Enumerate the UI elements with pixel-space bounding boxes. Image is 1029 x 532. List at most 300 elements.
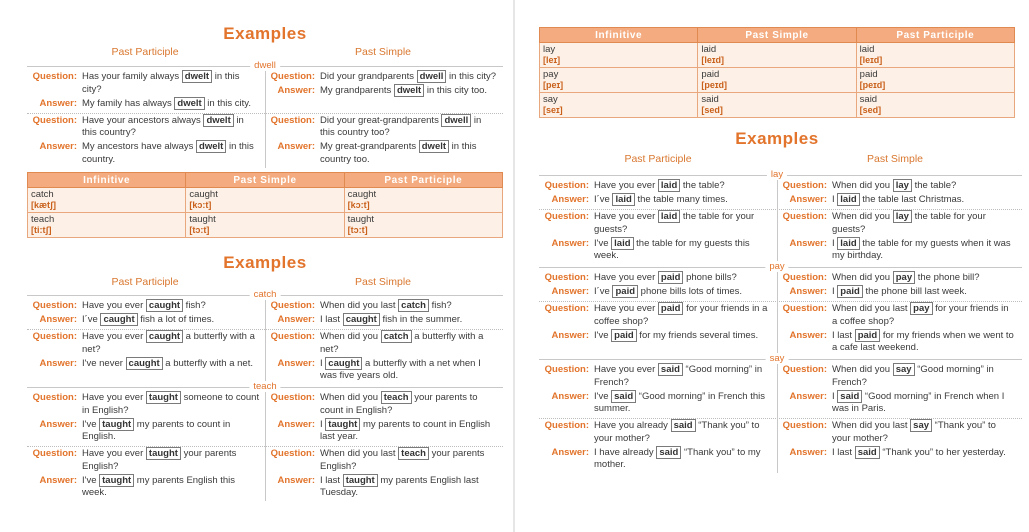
qa-label: Answer:: [789, 446, 827, 458]
text-part: I last: [832, 446, 855, 458]
text-part: “Thank you” to your mother?: [832, 420, 996, 444]
qa-text: [594, 330, 777, 343]
text-part: When did you last: [320, 300, 399, 311]
qa-label: Question:: [782, 420, 827, 431]
text-part: the phone bill?: [915, 272, 980, 283]
qa-text: [832, 364, 1015, 389]
section-label: pay: [765, 261, 788, 273]
verb-box: taught: [325, 418, 360, 431]
qa-label: Answer:: [39, 141, 77, 152]
verb-box: teach: [381, 391, 412, 404]
qa-text: [594, 180, 777, 193]
verb-box: said: [656, 446, 681, 459]
verb-form: laid: [859, 44, 875, 55]
qa-text: [594, 211, 777, 236]
qa-label: Answer:: [277, 474, 315, 486]
qa-text: [320, 300, 498, 313]
text-part: a butterfly with a net when I was five years old.: [320, 357, 481, 381]
section-divider: [539, 261, 1022, 272]
verb-form: say: [543, 94, 558, 105]
verb-box: laid: [837, 193, 859, 206]
right-page: [515, 0, 1029, 532]
text-part: for my friends several times.: [636, 329, 759, 341]
table-header-row: [540, 28, 1015, 43]
text-part: Have you ever: [594, 211, 658, 222]
qa-text: [320, 141, 498, 166]
text-part: my parents to count in English last year.: [320, 418, 491, 442]
text-part: I last: [320, 314, 343, 325]
column-heading-past-simple: Past Simple: [866, 153, 924, 165]
verb-box: catch: [381, 330, 412, 343]
text-part: in this city?: [446, 71, 497, 82]
text-part: I've never: [82, 357, 126, 369]
table-cell: [186, 213, 344, 238]
text-part: the table for my guests this week.: [594, 237, 750, 261]
qa-text: [594, 238, 777, 263]
text-part: a butterfly with a net?: [320, 331, 484, 355]
text-part: fish?: [428, 300, 452, 311]
table-header: Past Simple: [186, 173, 344, 188]
pronunciation: [peɪd]: [859, 80, 886, 90]
qa-label: Question:: [782, 272, 827, 283]
qa-text: [82, 314, 260, 327]
table-cell: [856, 43, 1014, 68]
section-label: catch: [250, 289, 281, 301]
qa-text: [320, 314, 498, 327]
verb-form: taught: [347, 214, 375, 225]
verb-form: said: [701, 94, 719, 105]
verb-box: dwelt: [174, 97, 204, 110]
verb-form: catch: [31, 189, 54, 200]
text-part: I've: [82, 418, 100, 430]
qa-label: Question:: [32, 448, 77, 459]
table-cell: [186, 188, 344, 213]
text-part: My grandparents: [320, 85, 394, 96]
text-part: I've: [82, 474, 100, 486]
qa-text: [594, 286, 777, 299]
text-part: the table?: [911, 180, 957, 191]
verb-box: said: [611, 390, 636, 403]
table-cell: [540, 68, 698, 93]
text-part: Have you ever: [82, 331, 146, 342]
text-part: for your friends in a coffee shop?: [594, 303, 768, 327]
row-separator: [539, 209, 1022, 210]
qa-text: [320, 475, 498, 500]
text-part: I: [320, 357, 326, 369]
pronunciation: [peɪ]: [543, 80, 564, 90]
verb-box: said: [658, 363, 683, 376]
verb-box: caught: [146, 330, 183, 343]
qa-text: [832, 330, 1015, 355]
table-header: Past Simple: [698, 28, 856, 43]
section-label: lay: [767, 169, 787, 181]
text-part: in this country too.: [320, 141, 477, 165]
text-part: “Good morning” in French?: [832, 364, 994, 388]
text-part: Did your grandparents: [320, 71, 417, 82]
qa-label: Question:: [544, 420, 589, 431]
pronunciation: [leɪ]: [543, 55, 561, 65]
qa-label: Answer:: [277, 314, 315, 325]
verb-box: dwelt: [196, 140, 226, 153]
qa-text: [832, 391, 1015, 416]
verb-box: dwell: [417, 70, 447, 83]
text-part: Have you ever: [82, 300, 146, 311]
text-part: When did you: [832, 272, 893, 283]
qa-label: Answer:: [551, 329, 589, 341]
text-part: your parents to count in English?: [320, 392, 478, 416]
verb-table: [27, 172, 503, 238]
table-cell: [856, 68, 1014, 93]
verb-table: [539, 27, 1015, 118]
qa-text: [594, 391, 777, 416]
text-part: I´ve: [82, 314, 101, 325]
qa-text: [320, 448, 498, 473]
verb-form: teach: [31, 214, 55, 225]
table-header: Past Participle: [856, 28, 1014, 43]
verb-box: paid: [837, 285, 863, 298]
text-part: phone bills?: [683, 272, 737, 283]
verb-box: lay: [893, 210, 912, 223]
qa-text: [82, 115, 260, 140]
text-part: in this country?: [82, 114, 244, 138]
column-heading-past-simple: Past Simple: [354, 46, 412, 58]
qa-text: [320, 71, 498, 84]
qa-text: [832, 272, 1015, 285]
verb-form: caught: [189, 189, 218, 200]
table-cell: [540, 43, 698, 68]
qa-text: [82, 475, 260, 500]
table-cell: [28, 188, 186, 213]
qa-label: Answer:: [277, 418, 315, 430]
text-part: Has your family always: [82, 71, 182, 82]
table-cell: [856, 93, 1014, 118]
section-label: teach: [249, 381, 280, 393]
qa-label: Question:: [782, 364, 827, 375]
qa-text: [594, 447, 777, 472]
text-part: I´ve: [594, 194, 613, 205]
qa-label: Question:: [32, 114, 77, 126]
section-divider: [539, 169, 1022, 180]
verb-box: paid: [611, 329, 637, 342]
text-part: fish?: [183, 300, 206, 311]
qa-label: Question:: [544, 272, 589, 283]
pronunciation: [seɪ]: [543, 105, 563, 115]
table-cell: [344, 188, 502, 213]
verb-form: lay: [543, 44, 556, 55]
qa-text: [832, 286, 1015, 299]
qa-label: Question:: [270, 71, 315, 82]
text-part: the table many times.: [634, 194, 728, 205]
examples-title: Examples: [223, 24, 307, 43]
table-header: Infinitive: [540, 28, 698, 43]
qa-label: Answer:: [277, 85, 315, 96]
section-divider: [27, 60, 503, 71]
verb-form: laid: [701, 44, 717, 55]
qa-label: Question:: [270, 331, 315, 342]
text-part: I: [832, 237, 838, 249]
qa-text: [832, 194, 1015, 207]
text-part: the table for my guests when it was my birthday.: [832, 237, 1011, 261]
pronunciation: [sed]: [701, 105, 723, 115]
text-part: Have you ever: [594, 303, 658, 314]
qa-text: [594, 420, 777, 445]
verb-box: taught: [99, 474, 134, 487]
qa-label: Question:: [782, 303, 827, 314]
text-part: My ancestors have always: [82, 141, 197, 152]
pronunciation: [ti:tʃ]: [31, 225, 52, 235]
verb-box: teach: [398, 447, 429, 460]
text-part: the table?: [680, 180, 725, 191]
qa-label: Question:: [544, 180, 589, 191]
qa-label: Answer:: [551, 237, 589, 249]
verb-box: laid: [658, 179, 680, 192]
table-header: Past Participle: [344, 173, 502, 188]
qa-label: Question:: [544, 303, 589, 314]
verb-form: paid: [701, 69, 720, 80]
text-part: When did you last: [832, 303, 911, 314]
verb-box: pay: [910, 302, 932, 315]
table-cell: [28, 213, 186, 238]
table-row: [28, 188, 503, 213]
qa-text: [82, 98, 260, 111]
text-part: Have your ancestors always: [82, 114, 204, 126]
qa-text: [82, 448, 260, 473]
qa-label: Answer:: [551, 194, 589, 205]
text-part: in this country too?: [320, 114, 482, 138]
qa-text: [82, 300, 260, 313]
qa-label: Question:: [32, 331, 77, 342]
qa-label: Answer:: [789, 237, 827, 249]
pronunciation: [kætʃ]: [31, 200, 56, 210]
pronunciation: [tɔ:t]: [347, 225, 368, 235]
qa-label: Answer:: [551, 286, 589, 297]
verb-box: say: [893, 363, 915, 376]
qa-label: Question:: [32, 71, 77, 82]
text-part: in this country.: [82, 141, 254, 165]
text-part: your parents English?: [320, 448, 485, 472]
qa-label: Answer:: [551, 390, 589, 402]
verb-box: said: [671, 419, 696, 432]
text-part: When did you: [320, 392, 381, 403]
text-part: fish in the summer.: [379, 314, 463, 325]
text-part: I´ve: [594, 286, 613, 297]
column-heading-past-participle: Past Participle: [111, 46, 179, 58]
qa-text: [594, 194, 777, 207]
qa-text: [82, 141, 260, 166]
qa-label: Question:: [544, 211, 589, 222]
text-part: I: [832, 390, 838, 402]
text-part: “Good morning” in French when I was in Paris.: [832, 390, 1005, 414]
qa-label: Answer:: [39, 418, 77, 430]
qa-text: [82, 71, 260, 96]
qa-text: [594, 272, 777, 285]
pronunciation: [tɔ:t]: [189, 225, 210, 235]
table-cell: [698, 93, 856, 118]
text-part: in this city too.: [424, 85, 488, 96]
qa-label: Answer:: [39, 474, 77, 486]
text-part: my parents English this week.: [82, 474, 236, 498]
text-part: in this city.: [204, 97, 251, 109]
text-part: When did you: [832, 211, 893, 222]
qa-text: [832, 420, 1015, 445]
qa-label: Question:: [270, 300, 315, 311]
table-cell: [698, 43, 856, 68]
text-part: I've: [594, 329, 612, 341]
table-row: [540, 43, 1015, 68]
text-part: I've: [594, 237, 612, 249]
qa-text: [832, 180, 1015, 193]
verb-form: paid: [859, 69, 878, 80]
text-part: Have you already: [594, 420, 671, 431]
verb-box: dwelt: [419, 140, 449, 153]
table-header: Infinitive: [28, 173, 186, 188]
column-divider: [265, 71, 266, 168]
text-part: When did you last: [320, 448, 399, 459]
verb-box: taught: [146, 391, 181, 404]
text-part: “Good morning” in French?: [594, 364, 763, 388]
pronunciation: [leɪd]: [701, 55, 724, 65]
column-divider: [777, 272, 778, 356]
qa-text: [832, 238, 1015, 263]
verb-box: laid: [612, 193, 634, 206]
text-part: Have you ever: [82, 448, 146, 459]
table-cell: [698, 68, 856, 93]
qa-label: Question:: [270, 392, 315, 403]
column-divider: [265, 300, 266, 384]
verb-box: paid: [658, 271, 684, 284]
qa-label: Question:: [32, 300, 77, 311]
verb-box: paid: [855, 329, 881, 342]
qa-label: Question:: [270, 448, 315, 459]
verb-box: caught: [343, 313, 380, 326]
qa-text: [320, 115, 498, 140]
table-header-row: [28, 173, 503, 188]
section-divider: [27, 289, 503, 300]
text-part: “Thank you” to your mother?: [594, 420, 760, 444]
text-part: “Thank you” to my mother.: [594, 446, 761, 470]
verb-box: laid: [611, 237, 633, 250]
table-row: [540, 68, 1015, 93]
qa-text: [594, 303, 777, 328]
text-part: my parents English last Tuesday.: [320, 474, 479, 498]
qa-text: [320, 419, 498, 444]
text-part: I last: [320, 474, 343, 486]
text-part: a butterfly with a net.: [162, 357, 253, 369]
text-part: I: [832, 286, 838, 297]
qa-text: [832, 447, 1015, 460]
section-label: say: [766, 353, 789, 365]
qa-label: Answer:: [277, 357, 315, 369]
qa-label: Answer:: [551, 446, 589, 458]
qa-label: Answer:: [789, 194, 827, 205]
text-part: Have you ever: [594, 364, 658, 375]
column-heading-past-participle: Past Participle: [111, 276, 179, 288]
text-part: for your friends in a coffee shop?: [832, 303, 1009, 327]
text-part: I have already: [594, 446, 657, 458]
qa-label: Question:: [270, 114, 315, 126]
section-divider: [539, 353, 1022, 364]
text-part: When did you: [320, 331, 381, 342]
table-row: [28, 213, 503, 238]
text-part: the phone bill last week.: [862, 286, 967, 297]
text-part: the table for your guests?: [832, 211, 986, 235]
verb-box: pay: [893, 271, 915, 284]
verb-box: paid: [658, 302, 684, 315]
text-part: Have you ever: [82, 392, 146, 403]
verb-box: lay: [893, 179, 912, 192]
text-part: Have you ever: [594, 272, 658, 283]
text-part: When did you last: [832, 420, 911, 431]
text-part: phone bills lots of times.: [638, 286, 743, 297]
verb-box: said: [837, 390, 862, 403]
text-part: When did you: [832, 364, 893, 375]
verb-box: caught: [100, 313, 137, 326]
verb-box: dwelt: [394, 84, 424, 97]
text-part: my parents to count in English.: [82, 418, 231, 442]
table-cell: [540, 93, 698, 118]
text-part: I've: [594, 390, 612, 402]
qa-label: Answer:: [789, 390, 827, 402]
verb-form: taught: [189, 214, 216, 225]
pronunciation: [sed]: [859, 105, 882, 115]
verb-box: dwelt: [203, 114, 233, 127]
examples-title: Examples: [223, 253, 307, 272]
pronunciation: [peɪd]: [701, 80, 727, 90]
left-page: [0, 0, 514, 532]
verb-box: laid: [837, 237, 859, 250]
text-part: the table last Christmas.: [859, 194, 965, 205]
text-part: someone to count in English?: [82, 392, 260, 416]
qa-text: [594, 364, 777, 389]
verb-box: caught: [146, 299, 183, 312]
qa-text: [82, 419, 260, 444]
verb-form: said: [859, 94, 878, 105]
qa-label: Answer:: [39, 357, 77, 369]
text-part: I last: [832, 329, 855, 341]
qa-text: [832, 303, 1015, 328]
qa-label: Question:: [782, 211, 827, 222]
column-heading-past-simple: Past Simple: [354, 276, 412, 288]
qa-label: Answer:: [789, 329, 827, 341]
section-divider: [27, 381, 503, 392]
pronunciation: [kɔ:t]: [189, 200, 212, 210]
text-part: for my friends when we went to a cafe last weekend.: [832, 329, 1014, 353]
verb-box: dwelt: [182, 70, 212, 83]
qa-label: Question:: [32, 392, 77, 403]
verb-box: taught: [343, 474, 378, 487]
text-part: Did your great-grandparents: [320, 114, 442, 126]
qa-text: [82, 392, 260, 417]
examples-title: Examples: [735, 129, 819, 148]
text-part: fish a lot of times.: [137, 314, 215, 325]
text-part: your parents English?: [82, 448, 237, 472]
pronunciation: [kɔ:t]: [347, 200, 370, 210]
text-part: a butterfly with a net?: [82, 331, 255, 355]
text-part: in this city?: [82, 71, 240, 95]
pronunciation: [leɪd]: [859, 55, 883, 65]
qa-text: [82, 358, 260, 371]
text-part: I: [320, 418, 326, 430]
qa-text: [320, 392, 498, 417]
qa-label: Answer:: [39, 97, 77, 109]
qa-label: Answer:: [789, 286, 827, 297]
qa-label: Answer:: [277, 141, 315, 152]
verb-form: caught: [347, 189, 377, 200]
row-separator: [539, 418, 1022, 419]
verb-box: said: [855, 446, 880, 459]
qa-text: [320, 331, 498, 356]
text-part: “Good morning” in French this summer.: [594, 390, 765, 414]
